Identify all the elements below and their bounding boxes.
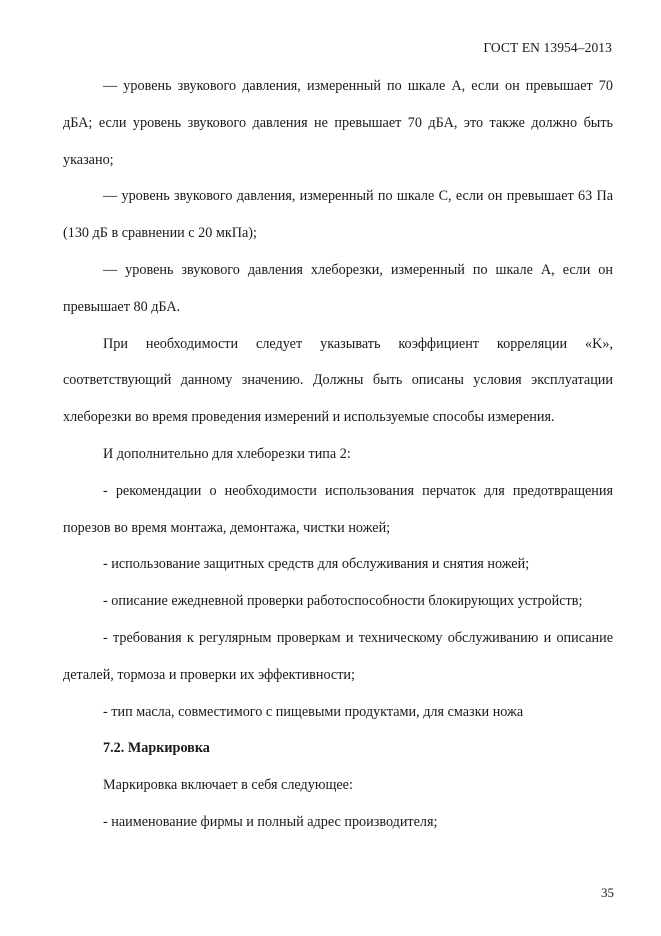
paragraph-manufacturer-name: - наименование фирмы и полный адрес производителя; [103, 813, 438, 830]
section-heading-marking: 7.2. Маркировка [103, 740, 210, 757]
document-code-header: ГОСТ EN 13954–2013 [483, 40, 612, 55]
paragraph-sound-level-slicer: — уровень звукового давления хлеборезки, измеренный по шкале А, если он превышает 80 дБА. [63, 261, 613, 315]
paragraph-correlation-coefficient: При необходимости следует указывать коэффициент корреляции «K», соответствующий данному значению. Должны быть описаны условия эксплуатации хлеборезки во время проведения измерений и используемые способы измерения. [63, 335, 613, 426]
paragraph-sound-level-a: — уровень звукового давления, измеренный по шкале А, если он превышает 70 дБА; если уровень звукового давления не превышает 70 дБА, это также должно быть указано; [63, 78, 613, 168]
paragraph-maintenance-requirements: - требования к регулярным проверкам и техническому обслуживанию и описание деталей, тормоза и проверки их эффективности; [63, 629, 613, 683]
paragraph-type2-intro: И дополнительно для хлеборезки типа 2: [103, 445, 351, 462]
paragraph-marking-includes: Маркировка включает в себя следующее: [103, 777, 353, 794]
paragraph-sound-level-c: — уровень звукового давления, измеренный по шкале С, если он превышает 63 Па (130 дБ в сравнении с 20 мкПа); [63, 188, 613, 242]
paragraph-oil-type: - тип масла, совместимого с пищевыми продуктами, для смазки ножа [103, 703, 524, 720]
page-number: 35 [601, 885, 614, 900]
paragraph-protective-means: - использование защитных средств для обслуживания и снятия ножей; [103, 556, 530, 573]
paragraph-daily-check: - описание ежедневной проверки работоспособности блокирующих устройств; [103, 593, 583, 610]
paragraph-gloves-recommendation: - рекомендации о необходимости использования перчаток для предотвращения порезов во время монтажа, демонтажа, чистки ножей; [63, 482, 613, 536]
document-body [63, 68, 613, 841]
